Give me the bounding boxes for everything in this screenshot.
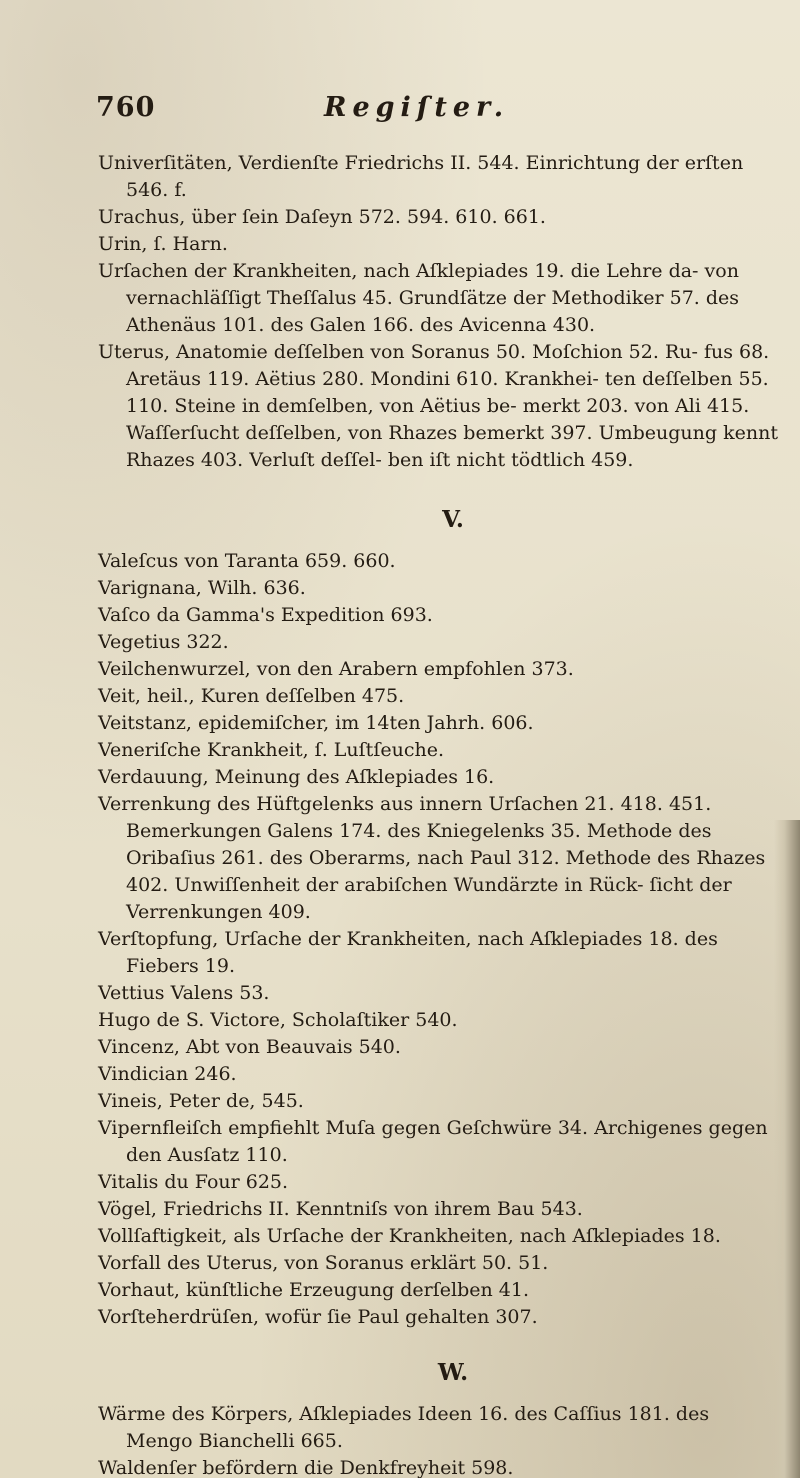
- index-entry: Vaſco da Gamma's Expedition 693.: [98, 604, 433, 626]
- index-entry: Uterus, Anatomie deſſelben von Soranus 50. Moſchion 52. Ru- fus 68. Aretäus 119. Aëtius 280. Mondini 610. Krankhei- ten deſſelben 55. 110. Steine in demſelben, von Aëtius be- merkt 203. von Ali 415. Waſſerſucht deſſelben, von Rhazes bemerkt 397. Umbeugung kennt Rhazes 403. Verluſt deſſel- ben iſt nicht tödtlich 459.: [98, 341, 778, 471]
- index-entry: Veilchenwurzel, von den Arabern empfohlen 373.: [98, 658, 574, 680]
- index-entry: Hugo de S. Victore, Scholaſtiker 540.: [98, 1009, 458, 1031]
- section-letter-v: V.: [442, 506, 464, 533]
- index-entry: Waldenſer befördern die Denkfreyheit 598.: [98, 1457, 514, 1478]
- index-entry: Univerſitäten, Verdienſte Friedrichs II. 544. Einrichtung der erſten 546. f.: [98, 152, 744, 201]
- index-entry: Vorſteherdrüſen, wofür ſie Paul gehalten 307.: [98, 1306, 538, 1328]
- index-entry: Urſachen der Krankheiten, nach Aſklepiades 19. die Lehre da- von vernachläſſigt Theſſalus 45. Grundſätze der Methodiker 57. des Athenäus 101. des Galen 166. des Avicenna 430.: [98, 260, 740, 336]
- index-entry: Vineis, Peter de, 545.: [98, 1090, 304, 1112]
- index-entry: Vollſaftigkeit, als Urſache der Krankheiten, nach Aſklepiades 18.: [98, 1225, 721, 1247]
- index-entry: Verdauung, Meinung des Aſklepiades 16.: [98, 766, 495, 788]
- register-body: [98, 150, 778, 1478]
- page-header: [96, 92, 756, 132]
- index-entry: Vegetius 322.: [98, 631, 229, 653]
- index-entry: Vincenz, Abt von Beauvais 540.: [98, 1036, 401, 1058]
- index-entry: Urin, ſ. Harn.: [98, 233, 228, 255]
- index-entry: Vorhaut, künſtliche Erzeugung derſelben 41.: [98, 1279, 530, 1301]
- index-entry: Wärme des Körpers, Aſklepiades Ideen 16. des Caſſius 181. des Mengo Bianchelli 665.: [98, 1403, 710, 1452]
- index-entry: Vindician 246.: [98, 1063, 237, 1085]
- index-entry: Valeſcus von Taranta 659. 660.: [98, 550, 396, 572]
- index-entry: Vorfall des Uterus, von Soranus erklärt 50. 51.: [98, 1252, 549, 1274]
- running-title: Regiſter.: [324, 92, 510, 123]
- section-letter-w: W.: [437, 1359, 469, 1386]
- page-number: 760: [96, 92, 156, 123]
- index-entry: Varignana, Wilh. 636.: [98, 577, 306, 599]
- index-entry: Vitalis du Four 625.: [98, 1171, 289, 1193]
- index-entry: Veitstanz, epidemiſcher, im 14ten Jahrh. 606.: [98, 712, 534, 734]
- index-entry: Verſtopfung, Urſache der Krankheiten, nach Aſklepiades 18. des Fiebers 19.: [98, 928, 718, 977]
- index-entry: Vettius Valens 53.: [98, 982, 270, 1004]
- index-entry: Verrenkung des Hüftgelenks aus innern Urſachen 21. 418. 451. Bemerkungen Galens 174. des Kniegelenks 35. Methode des Oribaſius 261. des Oberarms, nach Paul 312. Methode des Rhazes 402. Unwiſſenheit der arabiſchen Wundärzte in Rück- ſicht der Verrenkungen 409.: [98, 793, 766, 923]
- index-entry: Veneriſche Krankheit, ſ. Luſtſeuche.: [98, 739, 444, 761]
- index-entry: Vipernfleiſch empfiehlt Muſa gegen Geſchwüre 34. Archigenes gegen den Ausſatz 110.: [98, 1117, 768, 1166]
- index-entry: Vögel, Friedrichs II. Kenntniſs von ihrem Bau 543.: [98, 1198, 583, 1220]
- index-entry: Urachus, über ſein Daſeyn 572. 594. 610. 661.: [98, 206, 546, 228]
- index-entry: Veit, heil., Kuren deſſelben 475.: [98, 685, 405, 707]
